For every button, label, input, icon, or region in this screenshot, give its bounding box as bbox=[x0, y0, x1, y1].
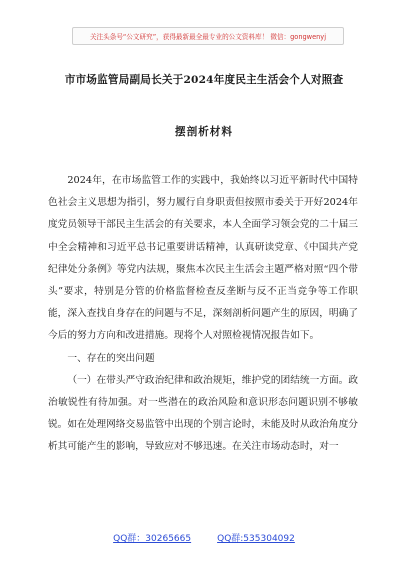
footer-qq-group-1[interactable]: QQ群：30265665 bbox=[113, 534, 192, 544]
paragraph-section-1: （一）在带头严守政治纪律和政治规矩，维护党的团结统一方面。政治敏锐性有待加强。对一些潜在的政治风险和意识形态问题识别不够敏锐。如在处理网络交易监管中出现的个别言论时，未能及时从政治角度分析其可能产生的影响，导致应对不够迅速。在关注市场动态时，对一 bbox=[48, 374, 359, 453]
header-banner: 关注头条号“公文研究”，获得最新最全最专业的公文资料库！ 微信：gongwenyj bbox=[72, 27, 344, 45]
footer bbox=[0, 531, 408, 544]
document-title-line-1: 市市场监管局副局长关于2024年度民主生活会个人对照查 bbox=[64, 74, 344, 86]
document-body bbox=[48, 170, 358, 459]
document-title-line-2: 摆剖析材料 bbox=[175, 126, 233, 138]
footer-qq-group-2[interactable]: QQ群:535304092 bbox=[217, 534, 295, 544]
section-heading: 一、存在的突出问题 bbox=[67, 352, 155, 364]
paragraph-intro: 2024年，在市场监管工作的实践中，我始终以习近平新时代中国特色社会主义思想为指引，努力履行自身职责但按照市委关于开好2024年度党员领导干部民主生活会的有关要求，本人全面学习领会党的二十届三中全会精神和习近平总书记重要讲话精神，认真研读党章、《中国共产党纪律处分条例》等党内法规，聚焦本次民主生活会主题严格对照“四个带头”要求，特别是分管的价格监督检查反垄断与反不正当竞争等工作职能，深入查找自身存在的问题与不足，深刻剖析问题产生的原因，明确了今后的努力方向和改进措施。现将个人对照检视情况报告如下。 bbox=[48, 175, 358, 342]
